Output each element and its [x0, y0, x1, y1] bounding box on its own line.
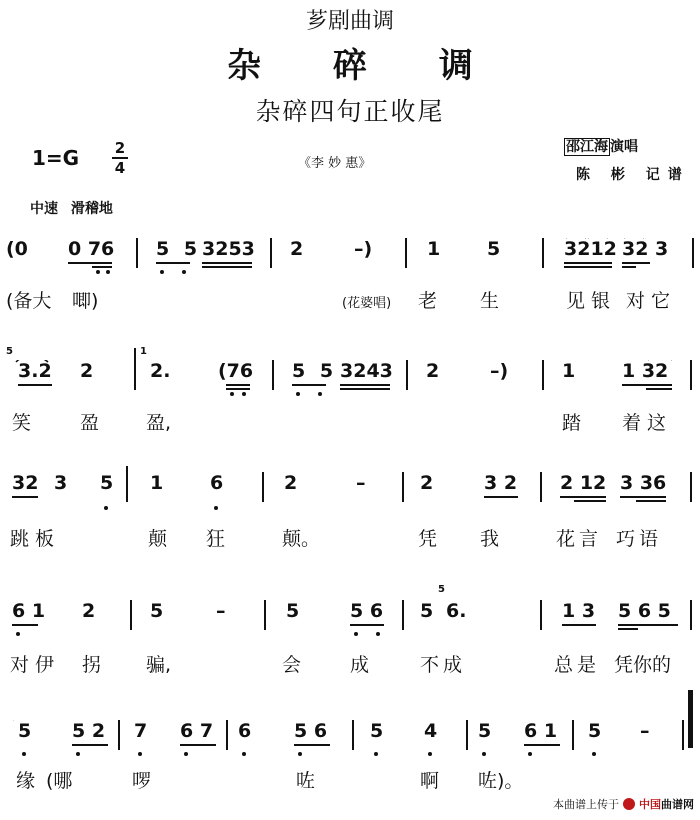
- note: 32: [12, 472, 39, 494]
- time-signature: [110, 140, 130, 176]
- slur-marks: [0, 238, 700, 278]
- lyric: 盈: [80, 412, 100, 434]
- note: 5: [286, 600, 300, 622]
- note: 5 5: [156, 238, 202, 260]
- grace-note: 5: [6, 346, 13, 357]
- note: 2 12: [560, 472, 607, 494]
- slur-marks: [0, 360, 700, 400]
- lyric: 笑: [12, 412, 32, 434]
- lyric: 唧): [72, 290, 99, 312]
- note: 6.: [446, 600, 467, 622]
- lyric: 着这: [622, 412, 673, 434]
- note: 3212: [564, 238, 617, 260]
- note: 1: [427, 238, 441, 260]
- lyric: 对伊: [10, 654, 61, 676]
- lyric: 啊: [420, 770, 440, 792]
- note: 3 2: [484, 472, 518, 494]
- score-system-4: [0, 584, 700, 690]
- lyric: 凭: [418, 528, 438, 550]
- tempo-marking: 中速 滑稽地: [30, 201, 113, 217]
- lyric: (备大: [6, 290, 52, 312]
- note: 5 6: [294, 720, 328, 742]
- note: 6 1: [12, 600, 46, 622]
- note: 3: [54, 472, 68, 494]
- note: –: [640, 720, 650, 742]
- note: 5 2: [72, 720, 106, 742]
- note: 2: [290, 238, 304, 260]
- lyric: 缘: [16, 770, 36, 792]
- lyric: 跳板: [10, 528, 61, 550]
- note: –: [356, 472, 366, 494]
- lyric: 老: [418, 290, 438, 312]
- score-system-1: [0, 238, 700, 328]
- key-signature: 1=G: [32, 146, 80, 170]
- arranger-credit: 陈 彬 记谱: [576, 167, 690, 183]
- meter-bottom: 4: [114, 159, 126, 177]
- note: 32 3: [622, 238, 669, 260]
- site-logo-icon: [623, 798, 635, 810]
- lyric: 总是: [554, 654, 601, 676]
- genre-heading: 芗剧曲调: [305, 9, 394, 34]
- note: 5 6: [350, 600, 384, 622]
- score-system-2: [0, 346, 700, 450]
- song-subtitle: 杂碎四句正收尾: [255, 97, 445, 126]
- performer-credit: [564, 136, 638, 156]
- lyric: 狂: [206, 528, 226, 550]
- note: 5: [18, 720, 32, 742]
- note: 5: [478, 720, 492, 742]
- performer-name: 邵江海: [566, 139, 608, 155]
- lyric: 花言: [556, 528, 603, 550]
- brand-red: 中国: [639, 798, 661, 811]
- lyric: 啰: [132, 770, 152, 792]
- lyric: 我: [480, 528, 500, 550]
- lyric: 生: [480, 290, 500, 312]
- note: –): [490, 360, 509, 382]
- note: 5: [150, 600, 164, 622]
- note: 2: [420, 472, 434, 494]
- slur-marks: [0, 600, 700, 640]
- note: 5: [487, 238, 501, 260]
- lyric: 会: [282, 654, 302, 676]
- lyric: (哪: [46, 770, 73, 792]
- note: 5: [370, 720, 384, 742]
- note: 6: [238, 720, 252, 742]
- lyric: (花婆唱): [342, 296, 392, 311]
- note: 0 76: [68, 238, 115, 260]
- lyric: 见银: [566, 290, 617, 312]
- note: –: [216, 600, 226, 622]
- note: 5: [588, 720, 602, 742]
- lyric: 不成: [420, 654, 467, 676]
- note: (0: [6, 238, 28, 260]
- lyric: 骗,: [146, 654, 172, 676]
- lyric: 凭你的: [614, 654, 672, 676]
- lyric: 咗)。: [478, 770, 524, 792]
- slur-marks: [0, 472, 700, 512]
- grace-note: 1: [140, 346, 147, 357]
- note: –): [354, 238, 373, 260]
- lyric: 成: [350, 654, 370, 676]
- lyric: 颠: [148, 528, 168, 550]
- note: 7: [134, 720, 148, 742]
- note: 6: [210, 472, 224, 494]
- note: 1: [150, 472, 164, 494]
- note: 2: [426, 360, 440, 382]
- lyric: 颠。: [282, 528, 321, 550]
- note: 5: [100, 472, 114, 494]
- note: 2: [82, 600, 96, 622]
- lyric: 咗: [296, 770, 316, 792]
- slur-marks: [0, 720, 700, 760]
- opera-name: 《李 妙 惠》: [298, 156, 372, 171]
- note: 4: [424, 720, 438, 742]
- grace-note: 5: [438, 584, 445, 595]
- note: 3253: [202, 238, 255, 260]
- note: 1 32: [622, 360, 669, 382]
- brand-black: 曲谱网: [661, 798, 694, 811]
- final-barline: [688, 690, 693, 748]
- note: 2.: [150, 360, 171, 382]
- note: (76: [218, 360, 254, 382]
- note: 2: [284, 472, 298, 494]
- meter-top: 2: [114, 139, 126, 157]
- lyric: 盈,: [146, 412, 172, 434]
- note: 2: [80, 360, 94, 382]
- song-title: 杂 碎 调: [227, 46, 503, 86]
- note: 6 7: [180, 720, 214, 742]
- score-system-3: [0, 472, 700, 562]
- watermark-text: 本曲谱上传于: [553, 798, 619, 811]
- lyric: 巧语: [616, 528, 663, 550]
- watermark-brand: [639, 796, 694, 812]
- site-watermark: [553, 796, 694, 812]
- note: 5 6 5: [618, 600, 671, 622]
- lyric: 对它: [626, 290, 677, 312]
- note: 1 3: [562, 600, 596, 622]
- note: 3 36: [620, 472, 667, 494]
- note: 1: [562, 360, 576, 382]
- note: 5: [420, 600, 434, 622]
- lyric: 拐: [82, 654, 102, 676]
- note: 5 5: [292, 360, 338, 382]
- lyric: 踏: [562, 412, 582, 434]
- note: 3243: [340, 360, 393, 382]
- note: 3.2: [18, 360, 52, 382]
- performer-role: 演唱: [610, 139, 638, 155]
- note: 6 1: [524, 720, 558, 742]
